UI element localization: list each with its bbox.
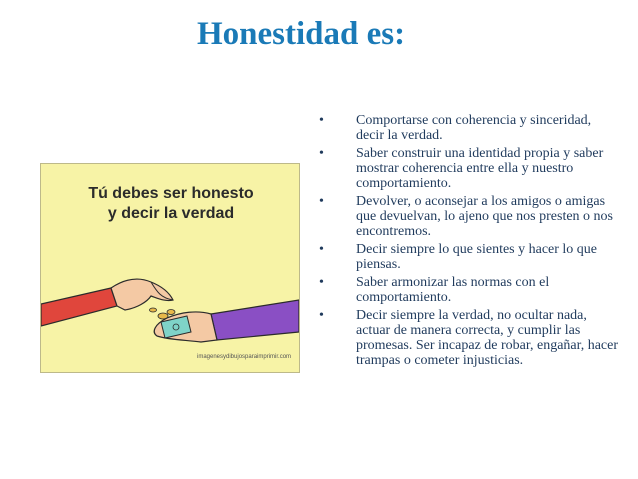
image-caption xyxy=(41,184,301,224)
bullet-marker: • xyxy=(319,146,324,161)
bullet-marker: • xyxy=(319,194,324,209)
coin xyxy=(167,310,175,315)
bullet-text: Saber construir una identidad propia y saber mostrar coherencia entre ella y nuestro comportamiento. xyxy=(356,146,604,191)
bullet-text: Decir siempre la verdad, no ocultar nada, actuar de manera correcta, y cumplir las promesas. Ser incapaz de robar, engañar, hacer trampas o cometer injusticias. xyxy=(356,308,619,368)
bullet-marker: • xyxy=(319,275,324,290)
list-item xyxy=(319,146,619,191)
list-item xyxy=(319,308,619,368)
list-item xyxy=(319,113,619,143)
caption-line-2: y decir la verdad xyxy=(107,205,235,222)
bullet-text: Devolver, o aconsejar a los amigos o amigas que devuelvan, lo ajeno que nos presten o nos encontremos. xyxy=(356,194,613,239)
left-hand xyxy=(111,279,173,310)
coin xyxy=(150,308,157,312)
bullet-text: Saber armonizar las normas con el comportamiento. xyxy=(356,275,550,305)
list-item xyxy=(319,194,619,239)
right-sleeve xyxy=(211,300,299,340)
caption-line-1: Tú debes ser honesto xyxy=(88,185,254,202)
bullet-text: Decir siempre lo que sientes y hacer lo que piensas. xyxy=(356,242,598,272)
slide-title: Honestidad es: xyxy=(197,16,406,52)
bullet-text: Comportarse con coherencia y sinceridad, decir la verdad. xyxy=(356,113,592,143)
bullet-list xyxy=(319,113,619,371)
image-watermark: imagenesydibujosparaimprimir.com xyxy=(197,354,292,360)
left-sleeve xyxy=(41,288,117,326)
bullet-marker: • xyxy=(319,308,324,323)
bullet-marker: • xyxy=(319,242,324,257)
honesty-illustration xyxy=(40,163,300,373)
coin xyxy=(158,313,168,319)
list-item xyxy=(319,242,619,272)
bullet-marker: • xyxy=(319,113,324,128)
list-item xyxy=(319,275,619,305)
